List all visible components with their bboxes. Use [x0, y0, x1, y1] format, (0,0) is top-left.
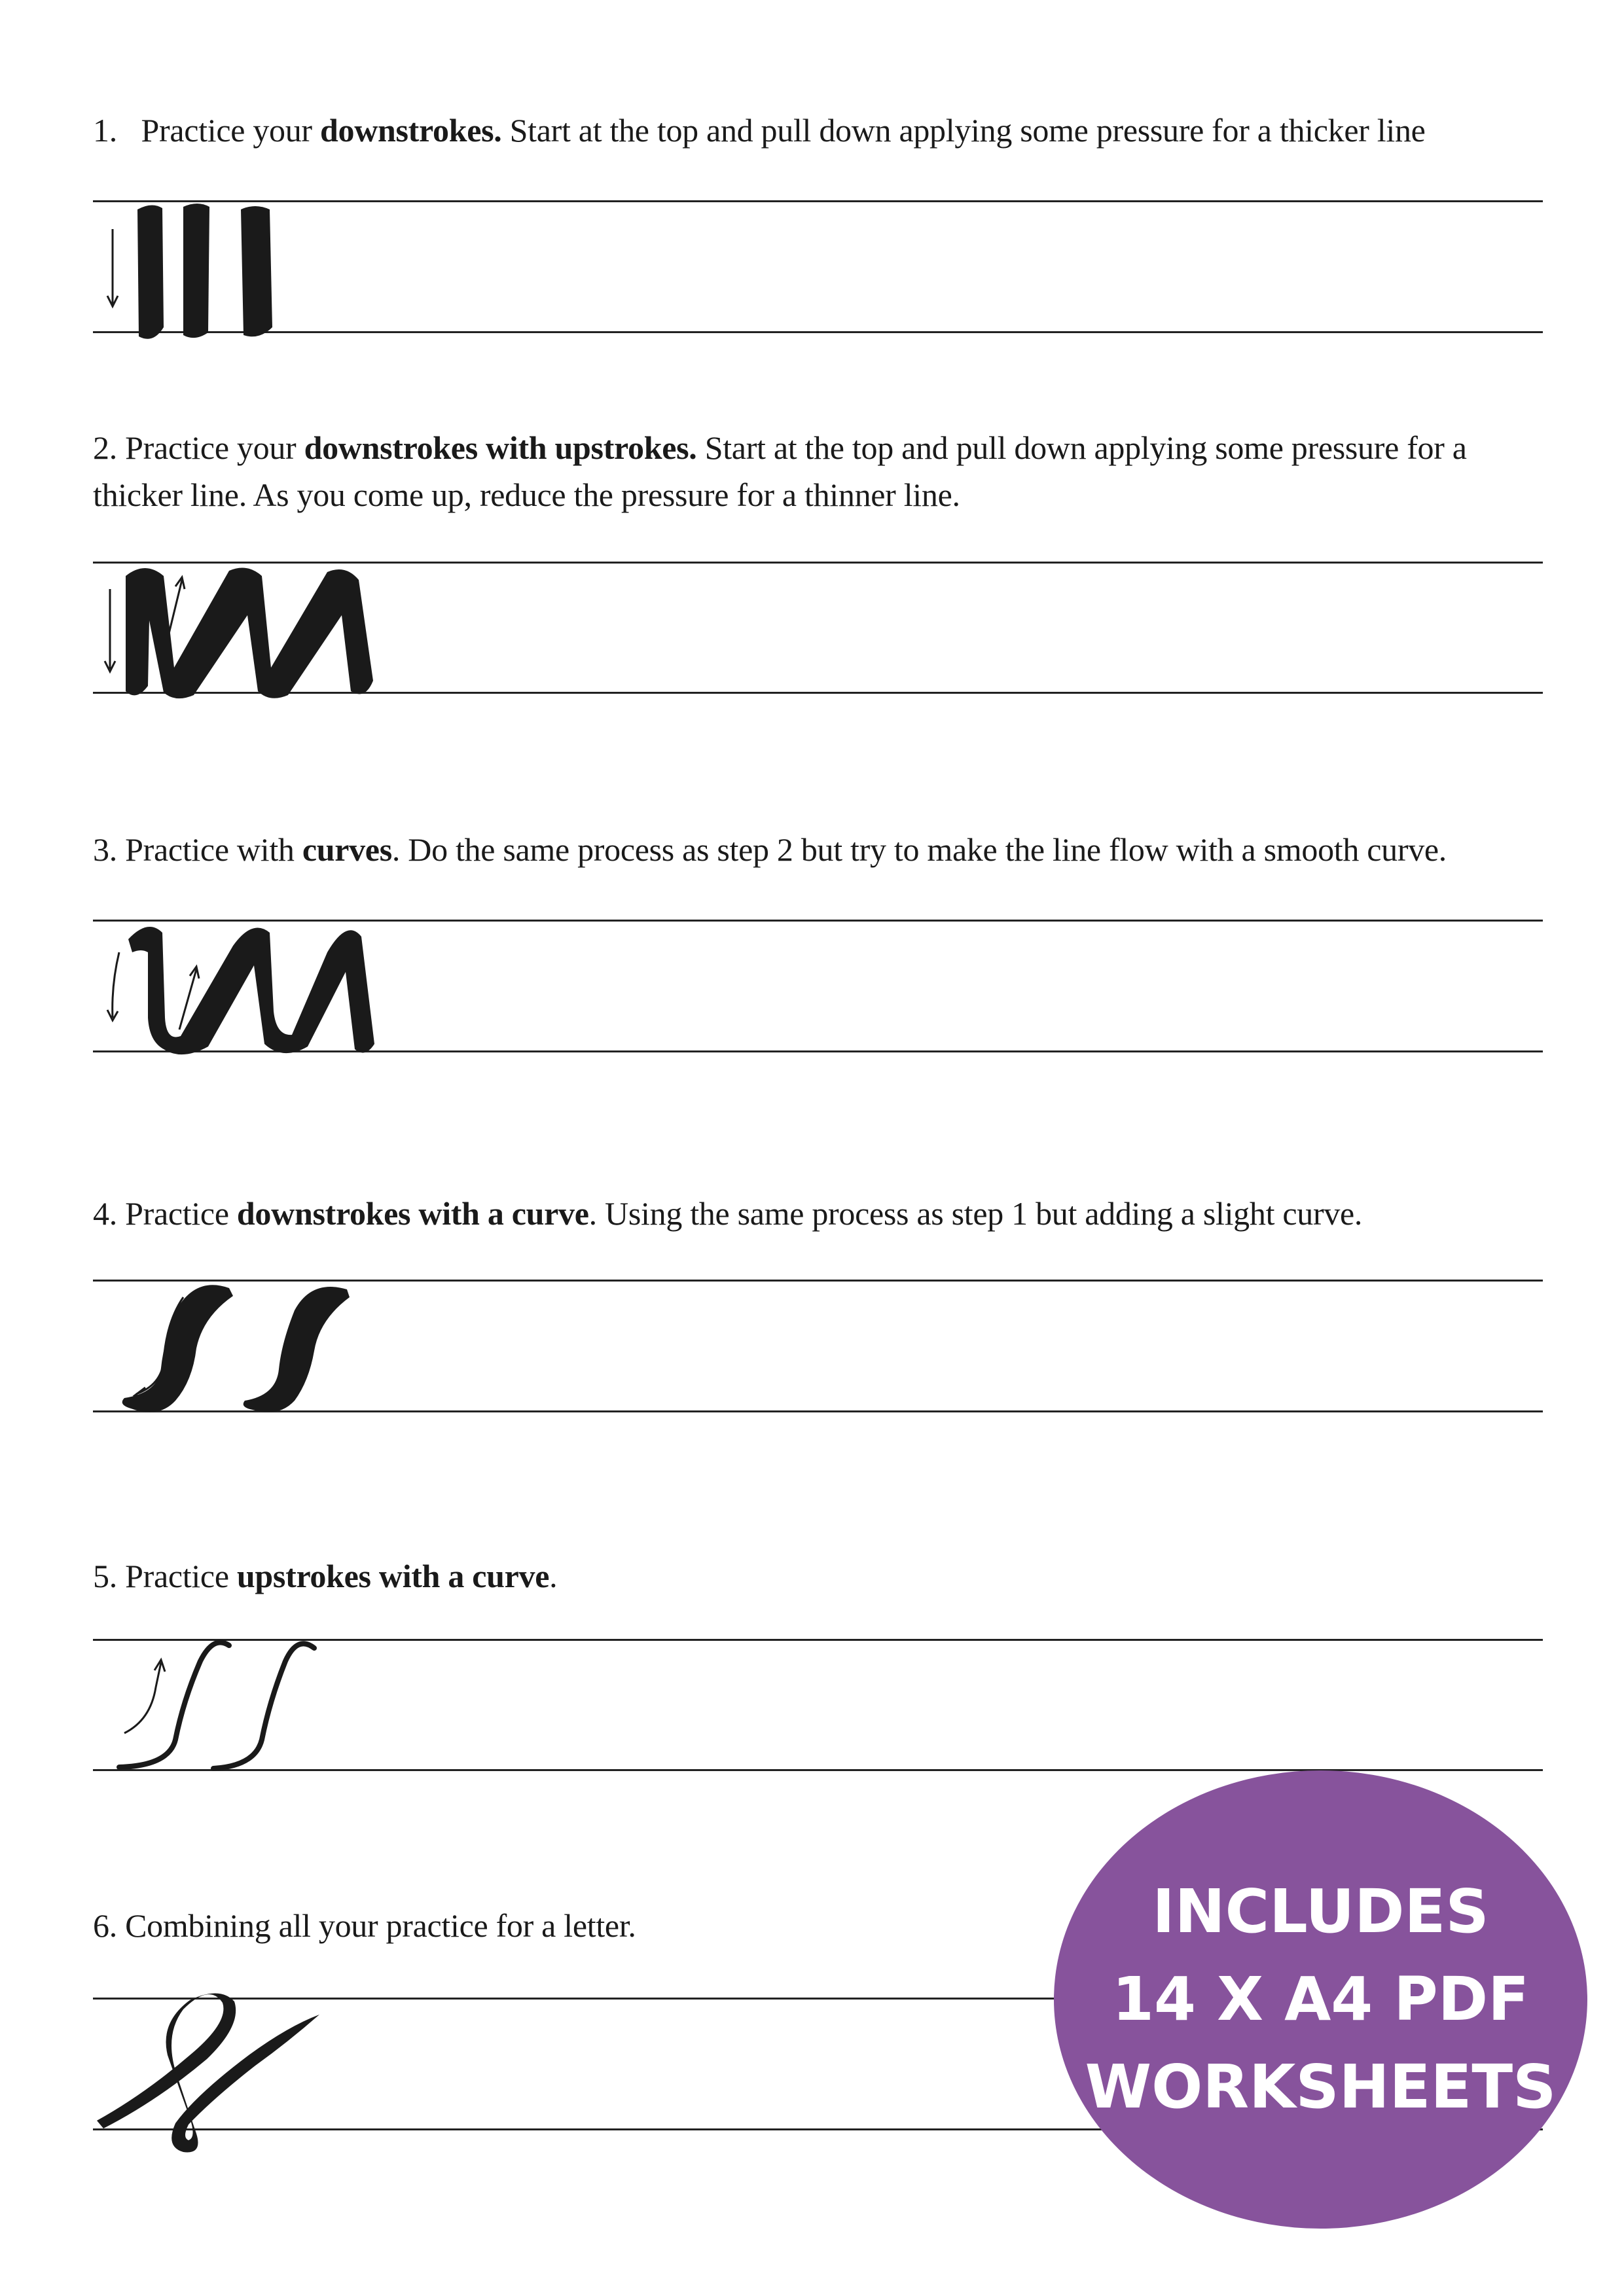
step-text-pre: Practice	[125, 1195, 237, 1232]
down-arrow-icon	[107, 229, 118, 306]
step-text-bold: downstrokes.	[319, 112, 502, 149]
step-text-post: . Do the same process as step 2 but try to make the line flow with a smooth curve.	[391, 831, 1447, 868]
step-1-instruction	[93, 107, 1553, 154]
step-text-pre: Combining all your practice for a letter.	[125, 1907, 636, 1944]
step-text-bold: downstrokes with upstrokes.	[304, 429, 697, 466]
step-number: 2.	[93, 429, 117, 466]
step-text-post: Start at the top and pull down applying some pressure for a thicker line. As you come up, reduce the pressure for a thinner line.	[93, 429, 1467, 513]
upstroke-curve-example	[98, 1628, 334, 1785]
step-text-bold: upstrokes with a curve	[236, 1558, 550, 1594]
badge-line-2: 14 X A4 PDF	[1112, 1964, 1529, 2034]
step-number: 1.	[93, 112, 117, 149]
badge-line-1: INCLUDES	[1152, 1876, 1489, 1946]
downstroke-example	[98, 196, 295, 347]
step-text-post: .	[549, 1558, 558, 1594]
step-text-pre: Practice with	[125, 831, 302, 868]
badge-line-3: WORKSHEETS	[1085, 2052, 1557, 2122]
step-number: 4.	[93, 1195, 117, 1232]
downstroke-curve-example	[98, 1270, 373, 1427]
promo-badge	[1054, 1770, 1587, 2229]
step-text-post: . Using the same process as step 1 but adding a slight curve.	[588, 1195, 1363, 1232]
step-text-post: Start at the top and pull down applying some pressure for a thicker line	[501, 112, 1426, 149]
step-number: 5.	[93, 1558, 117, 1594]
step-text-pre: Practice your	[141, 112, 320, 149]
step-3-instruction	[93, 826, 1553, 873]
up-arrow-icon	[169, 577, 185, 634]
up-arrow-icon	[124, 1660, 165, 1733]
down-arrow-icon	[107, 952, 119, 1020]
step-text-bold: downstrokes with a curve	[236, 1195, 589, 1232]
step-5-instruction	[93, 1552, 1553, 1600]
step-text-pre: Practice your	[125, 429, 304, 466]
combined-letter-example	[92, 1983, 340, 2160]
step-text-pre: Practice	[125, 1558, 237, 1594]
step-number: 3.	[93, 831, 117, 868]
curves-example	[98, 913, 393, 1064]
down-arrow-icon	[105, 589, 115, 672]
step-4-instruction	[93, 1190, 1553, 1237]
step-number: 6.	[93, 1907, 117, 1944]
step-2-instruction	[93, 424, 1553, 518]
downstroke-upstroke-example	[98, 556, 393, 707]
guide-line-top	[93, 200, 1543, 202]
guide-line-bottom	[93, 331, 1543, 333]
step-text-bold: curves	[302, 831, 392, 868]
